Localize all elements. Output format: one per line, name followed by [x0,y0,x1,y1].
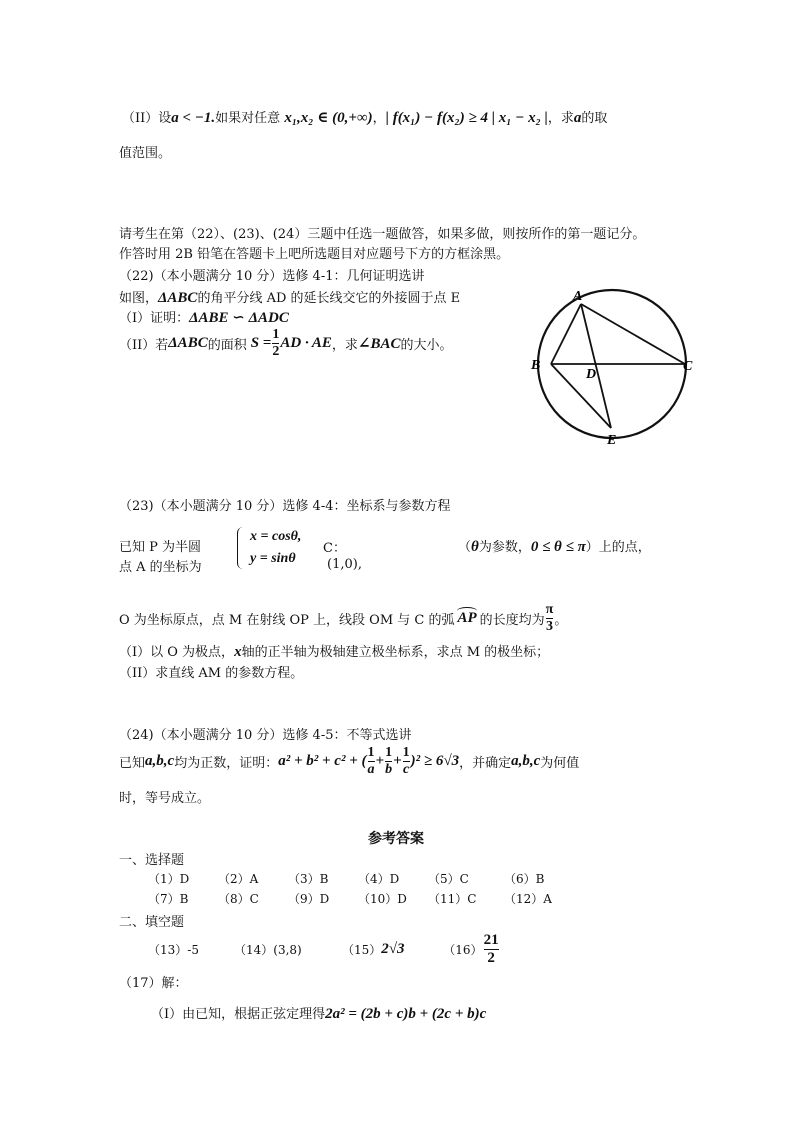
q23-p-line-a: 已知 P 为半圆 [119,540,202,555]
q21-part2-line2: 值范围。 [119,146,172,161]
q17-label: （17）解： [119,976,188,991]
q21-part2-line1: （II）设a < −1.如果对任意 x₁,x₂ ∈ (0,+∞)，| f(x₁) − f(x₂) ≥ 4 | x₁ − x₂ |，求a的取 [122,110,608,126]
fill-answers: （13）-5 （14）(3,8) （15） 2√3 （16） $\frac{21}{2}$ [148,932,499,966]
answer-item: （6）B [504,872,545,886]
choice-row-1 [148,870,574,887]
answer-item: （4）D [358,872,400,886]
answer-item: （11）C [428,892,477,906]
circle-triangle-figure [525,282,705,452]
q23-part1: （I）以 O 为极点，x轴的正半轴为极轴建立极坐标系，求点 M 的极坐标； [119,644,550,660]
label-b: B [531,358,541,373]
q22-part1: （I）证明：ΔABE ∽ ΔADC [119,310,289,326]
label-d: D [586,367,597,382]
segment-ab [551,304,581,364]
label-a: A [573,289,583,304]
answer-item: （3）B [288,872,329,886]
answer-item: （5）C [428,872,469,886]
section-choice: 一、选择题 [119,853,185,868]
answer-item: （8）C [218,892,259,906]
pi-over-3: $\frac{\pi}{3}$ [545,602,554,634]
answers-title: 参考答案 [368,831,424,847]
q22-header: （22)（本小题满分 10 分）选修 4-1：几何证明选讲 [119,269,425,284]
answer-item: （12）A [504,892,552,906]
q22-part2: （II）若 ΔABC 的面积 S = $\frac{1}{2}$ AD · AE ，求 ∠BAC 的大小。 [119,327,453,359]
q17-part1: （Ⅰ）由已知，根据正弦定理得2a² = (2b + c)b + (2c + b)c [151,1006,487,1022]
point-a-coord: (1,0), [327,557,362,572]
curve-c-label: C： [323,541,346,556]
fraction-21-2: $\frac{21}{2}$ [483,932,499,966]
answer-item: （10）D [358,892,407,906]
label-c: C [683,359,693,374]
instruction-line1: 请考生在第（22）、(23)、(24）三题中任选一题做答，如果多做，则按所作的第一题记分。 [119,227,646,242]
section-fill: 二、填空题 [119,915,185,930]
system-eq-x: x = cosθ, [250,529,302,544]
answer-item: （7）B [148,892,189,906]
answer-item: （9）D [288,892,330,906]
segment-ac [581,304,685,364]
arc-ap: AP [457,610,476,627]
q23-header: （23)（本小题满分 10 分）选修 4-4：坐标系与参数方程 [119,499,451,514]
q24-header: （24)（本小题满分 10 分）选修 4-5：不等式选讲 [119,728,412,743]
answer-item: （1）D [148,872,190,886]
label-e: E [607,433,617,448]
segment-be [551,364,611,428]
q24-line2: 时，等号成立。 [119,791,211,806]
half-fraction: $\frac{1}{2}$ [272,327,280,359]
system-brace [237,527,244,569]
segment-ae [581,304,611,428]
q23-line3: O 为坐标原点，点 M 在射线 OP 上，线段 OM 与 C 的弧 AP 的长度均为 $\frac{\pi}{3}$ 。 [119,602,568,634]
choice-row-2 [148,890,574,907]
instruction-line2: 作答时用 2B 铅笔在答题卡上吧所选题目对应题号下方的方框涂黑。 [119,247,510,262]
q23-part2: （II）求直线 AM 的参数方程。 [119,666,304,681]
answer-item: （2）A [218,872,259,886]
q24-statement: 已知 a,b,c 均为正数，证明： a² + b² + c² + ( $\frac{1}{a}$ + $\frac{1}{b}$ + $\frac{1}{c}$ )² ≥ 6√3 ，并确定 a,b,c 为何值 [119,745,580,777]
q23-param-range: （θ为参数，0 ≤ θ ≤ π）上的点， [458,539,651,555]
q23-p-line-b: 点 A 的坐标为 [119,560,202,575]
system-eq-y: y = sinθ [250,551,296,566]
q22-intro: 如图，ΔABC的角平分线 AD 的延长线交它的外接圆于点 E [119,290,461,306]
